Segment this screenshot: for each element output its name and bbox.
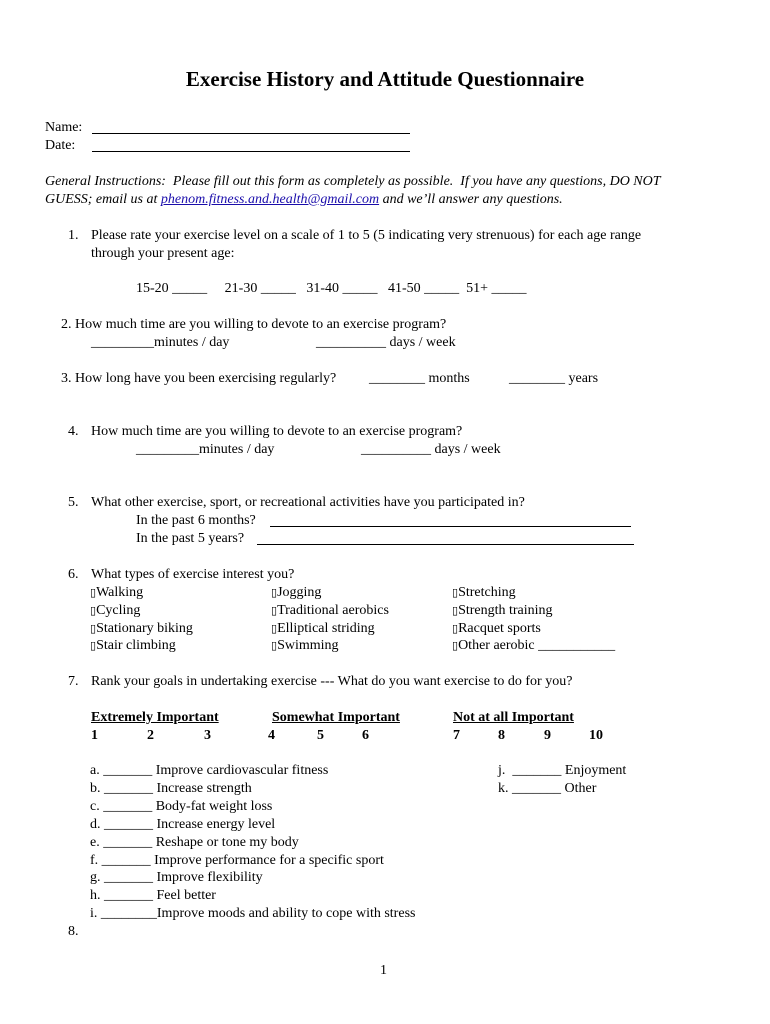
name-field[interactable] xyxy=(92,120,410,134)
scale-number: 7 xyxy=(453,728,460,743)
q1-text-2: through your present age: xyxy=(91,246,235,261)
q5-number: 5. xyxy=(68,495,79,510)
scale-number: 6 xyxy=(362,728,369,743)
q6-option[interactable] xyxy=(452,584,516,602)
q7-text: Rank your goals in undertaking exercise --- What do you want exercise to do for you? xyxy=(91,674,573,689)
scale-number: 1 xyxy=(91,728,98,743)
q4-number: 4. xyxy=(68,424,79,439)
option-label: Traditional aerobics xyxy=(277,603,389,618)
goal-item[interactable]: e. _______ Reshape or tone my body xyxy=(90,835,299,850)
q1-age-ranges[interactable]: 15-20 _____ 21-30 _____ 31-40 _____ 41-50 _____ 51+ _____ xyxy=(136,281,527,296)
scale-number: 4 xyxy=(268,728,275,743)
q5-past-6-months-label: In the past 6 months? xyxy=(136,513,256,528)
checkbox-icon: ▯ xyxy=(90,604,97,617)
goal-item-other[interactable]: k. _______ Other xyxy=(498,781,597,796)
q3-years[interactable]: ________ years xyxy=(509,371,599,386)
name-label: Name: xyxy=(45,120,83,135)
q6-option[interactable] xyxy=(90,602,140,620)
scale-header-extremely: Extremely Important xyxy=(91,710,219,725)
instructions-text-end: and we’ll answer any questions. xyxy=(379,192,563,207)
q4-minutes[interactable]: _________minutes / day xyxy=(136,442,275,457)
checkbox-icon: ▯ xyxy=(90,639,97,652)
scale-header-somewhat: Somewhat Important xyxy=(272,710,400,725)
q8-number: 8. xyxy=(68,924,79,939)
goal-item-enjoyment[interactable]: j. _______ Enjoyment xyxy=(498,763,627,778)
scale-number: 9 xyxy=(544,728,551,743)
q6-option[interactable] xyxy=(452,602,553,620)
q6-text: What types of exercise interest you? xyxy=(91,567,295,582)
q5-past-6-months-field[interactable] xyxy=(270,513,631,527)
page-number: 1 xyxy=(380,963,387,978)
date-field[interactable] xyxy=(92,138,410,152)
q5-past-5-years-field[interactable] xyxy=(257,531,634,545)
goal-item[interactable]: d. _______ Increase energy level xyxy=(90,817,276,832)
scale-number: 3 xyxy=(204,728,211,743)
page-title: Exercise History and Attitude Questionnaire xyxy=(185,67,585,91)
checkbox-icon: ▯ xyxy=(271,586,278,599)
checkbox-icon: ▯ xyxy=(271,639,278,652)
goal-item[interactable]: a. _______ Improve cardiovascular fitness xyxy=(90,763,329,778)
scale-header-not-at-all: Not at all Important xyxy=(453,710,574,725)
q7-number: 7. xyxy=(68,674,79,689)
q2-text: 2. How much time are you willing to devote to an exercise program? xyxy=(61,317,447,332)
option-label: Racquet sports xyxy=(458,621,541,636)
q5-past-5-years-label: In the past 5 years? xyxy=(136,531,245,546)
q6-number: 6. xyxy=(68,567,79,582)
q1-number: 1. xyxy=(68,228,79,243)
q6-option[interactable] xyxy=(271,602,389,620)
scale-number: 8 xyxy=(498,728,505,743)
option-label: Stationary biking xyxy=(96,621,193,636)
option-label: Stair climbing xyxy=(96,638,176,653)
checkbox-icon: ▯ xyxy=(271,604,278,617)
q6-option[interactable] xyxy=(90,620,193,638)
q4-days[interactable]: __________ days / week xyxy=(361,442,501,457)
option-label: Cycling xyxy=(96,603,141,618)
q1-text: Please rate your exercise level on a scale of 1 to 5 (5 indicating very strenuous) for each age range xyxy=(91,228,642,243)
q2-days[interactable]: __________ days / week xyxy=(316,335,456,350)
instructions-line-1: General Instructions: Please fill out this form as completely as possible. If you have any questions, DO NOT xyxy=(45,174,661,189)
option-label: Strength training xyxy=(458,603,553,618)
goal-item[interactable]: h. _______ Feel better xyxy=(90,888,216,903)
q2-minutes[interactable]: _________minutes / day xyxy=(91,335,230,350)
checkbox-icon: ▯ xyxy=(90,586,97,599)
option-label: Swimming xyxy=(277,638,339,653)
q6-option[interactable] xyxy=(452,637,615,655)
option-label: Stretching xyxy=(458,585,516,600)
goal-item[interactable]: b. _______ Increase strength xyxy=(90,781,252,796)
checkbox-icon: ▯ xyxy=(452,622,459,635)
option-label: Other aerobic ___________ xyxy=(458,638,616,653)
checkbox-icon: ▯ xyxy=(90,622,97,635)
instructions-line-2 xyxy=(45,191,563,209)
scale-number: 5 xyxy=(317,728,324,743)
q5-text: What other exercise, sport, or recreational activities have you participated in? xyxy=(91,495,525,510)
scale-number: 10 xyxy=(589,728,603,743)
scale-number: 2 xyxy=(147,728,154,743)
email-link[interactable]: phenom.fitness.and.health@gmail.com xyxy=(160,192,380,207)
goal-item[interactable]: g. _______ Improve flexibility xyxy=(90,870,263,885)
option-label: Walking xyxy=(96,585,144,600)
checkbox-icon: ▯ xyxy=(452,639,459,652)
q6-option[interactable] xyxy=(271,637,339,655)
option-label: Jogging xyxy=(277,585,322,600)
q3-text: 3. How long have you been exercising regularly? xyxy=(61,371,337,386)
q6-option[interactable] xyxy=(452,620,541,638)
goal-item[interactable]: i. ________Improve moods and ability to cope with stress xyxy=(90,906,416,921)
goal-item[interactable]: c. _______ Body-fat weight loss xyxy=(90,799,273,814)
q4-text: How much time are you willing to devote to an exercise program? xyxy=(91,424,463,439)
q6-option[interactable] xyxy=(271,584,321,602)
date-label: Date: xyxy=(45,138,76,153)
goal-item[interactable]: f. _______ Improve performance for a specific sport xyxy=(90,853,384,868)
instructions-text: GUESS; email us at xyxy=(45,192,161,207)
checkbox-icon: ▯ xyxy=(452,586,459,599)
q3-months[interactable]: ________ months xyxy=(369,371,470,386)
q6-option[interactable] xyxy=(90,637,176,655)
checkbox-icon: ▯ xyxy=(452,604,459,617)
q6-option[interactable] xyxy=(271,620,375,638)
option-label: Elliptical striding xyxy=(277,621,375,636)
checkbox-icon: ▯ xyxy=(271,622,278,635)
q6-option[interactable] xyxy=(90,584,143,602)
